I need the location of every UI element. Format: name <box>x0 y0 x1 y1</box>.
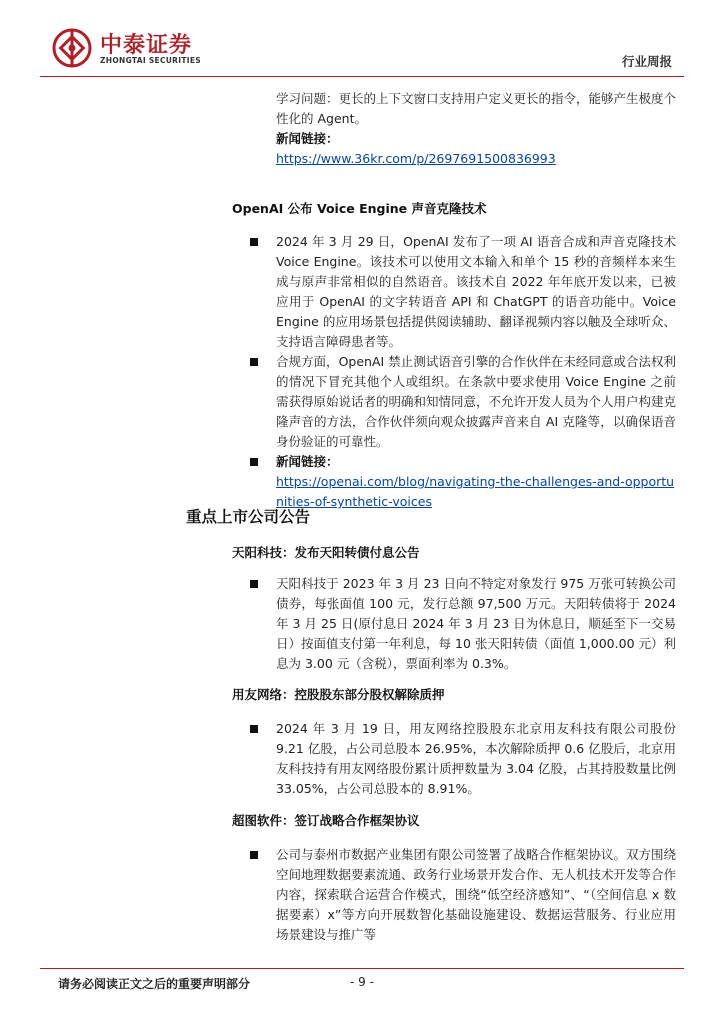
announcement-body-supermap <box>276 845 676 945</box>
bullet-square-icon <box>250 358 258 366</box>
document-type-label: 行业周报 <box>621 54 672 69</box>
list-item <box>276 452 676 472</box>
list-item <box>276 574 676 674</box>
voice-engine-content <box>276 232 676 512</box>
announcement-title-yonyou: 用友网络：控股股东部分股权解除质押 <box>232 687 445 702</box>
page-header <box>0 0 724 80</box>
voice-engine-heading: OpenAI 公布 Voice Engine 声音克隆技术 <box>232 201 487 216</box>
continued-text: 学习问题：更长的上下文窗口支持用户定义更长的指令，能够产生极度个性化的 Agent。 <box>276 91 677 126</box>
list-item <box>276 719 676 799</box>
bullet-square-icon <box>250 458 258 466</box>
news-link-36kr[interactable]: https://www.36kr.com/p/2697691500836993 <box>276 151 556 166</box>
list-item <box>276 352 676 452</box>
announcement-body-tianyang <box>276 574 676 674</box>
list-item <box>276 845 676 945</box>
announcement-title-tianyang: 天阳科技：发布天阳转债付息公告 <box>232 545 420 560</box>
list-item <box>276 232 676 352</box>
announcement-text: 天阳科技于 2023 年 3 月 23 日向不特定对象发行 975 万张可转换公司债券，每张面值 100 元，发行总额 97,500 万元。天阳转债将于 2024 年 3 月 25 日(原付息日 2024 年 3 月 23 日为休息日，顺延至下一交易日）按面值支付第一年利息，每 10 张天阳转债（面值 1,000.00 元）利息为 3.00 元（含税），票面利率为 0.3%。 <box>276 576 676 671</box>
logo-mark-icon <box>52 28 92 68</box>
bullet-square-icon <box>250 851 258 859</box>
page-number: - 9 - <box>350 975 374 989</box>
news-link-label: 新闻链接： <box>276 131 339 146</box>
voice-engine-bullet-2: 合规方面，OpenAI 禁止测试语音引擎的合作伙伴在未经同意或合法权利的情况下冒充其他个人或组织。在条款中要求使用 Voice Engine 之前需获得原始说话者的明确和知情同意，不允许开发人员为个人用户构建克隆声音的方法，合作伙伴须向观众披露声音来自 AI 克隆等，以确保语音身份验证的可靠性。 <box>276 354 677 449</box>
continued-paragraph-block <box>276 89 676 169</box>
announcement-text: 公司与泰州市数据产业集团有限公司签署了战略合作框架协议。双方围绕空间地理数据要素流通、政务行业场景开发合作、无人机技术开发等合作内容，探索联合运营合作模式，围绕“低空经济感知”、“（空间信息 x 数据要素）x”等方向开展数智化基础设施建设、数据运营服务、行业应用场景建设与推广等 <box>276 847 677 942</box>
bullet-square-icon <box>250 580 258 588</box>
footer-divider <box>40 968 684 969</box>
bullet-square-icon <box>250 725 258 733</box>
footer-disclaimer: 请务必阅读正文之后的重要声明部分 <box>58 977 251 991</box>
news-link-label: 新闻链接： <box>276 454 339 469</box>
announcement-text: 2024 年 3 月 19 日，用友网络控股股东北京用友科技有限公司股份 9.21 亿股，占公司总股本 26.95%，本次解除质押 0.6 亿股后，北京用友科技持有用友网络股份累计质押数量为 3.04 亿股，占其持股数量比例 33.05%，占公司总股本的 8.91%。 <box>276 721 676 796</box>
announcements-heading: 重点上市公司公告 <box>186 508 311 526</box>
announcement-title-supermap: 超图软件：签订战略合作框架协议 <box>232 813 420 828</box>
company-logo <box>52 26 227 70</box>
news-link-openai[interactable]: https://openai.com/blog/navigating-the-challenges-and-opportunities-of-synthetic-voices <box>276 474 675 509</box>
voice-engine-bullet-1: 2024 年 3 月 29 日，OpenAI 发布了一项 AI 语音合成和声音克隆技术 Voice Engine。该技术可以使用文本输入和单个 15 秒的音频样本来生成与原声非常相似的自然语音。该技术自 2022 年年底开发以来，已被应用于 OpenAI 的文字转语音 API 和 ChatGPT 的语音功能中。Voice Engine 的应用场景包括提供阅读辅助、翻译视频内容以触及全球听众、支持语言障碍患者等。 <box>276 234 676 349</box>
header-divider <box>40 76 684 77</box>
logo-text-cn: 中泰证券 <box>100 33 193 58</box>
bullet-square-icon <box>250 238 258 246</box>
announcement-body-yonyou <box>276 719 676 799</box>
logo-text-en: ZHONGTAI SECURITIES <box>100 56 201 65</box>
